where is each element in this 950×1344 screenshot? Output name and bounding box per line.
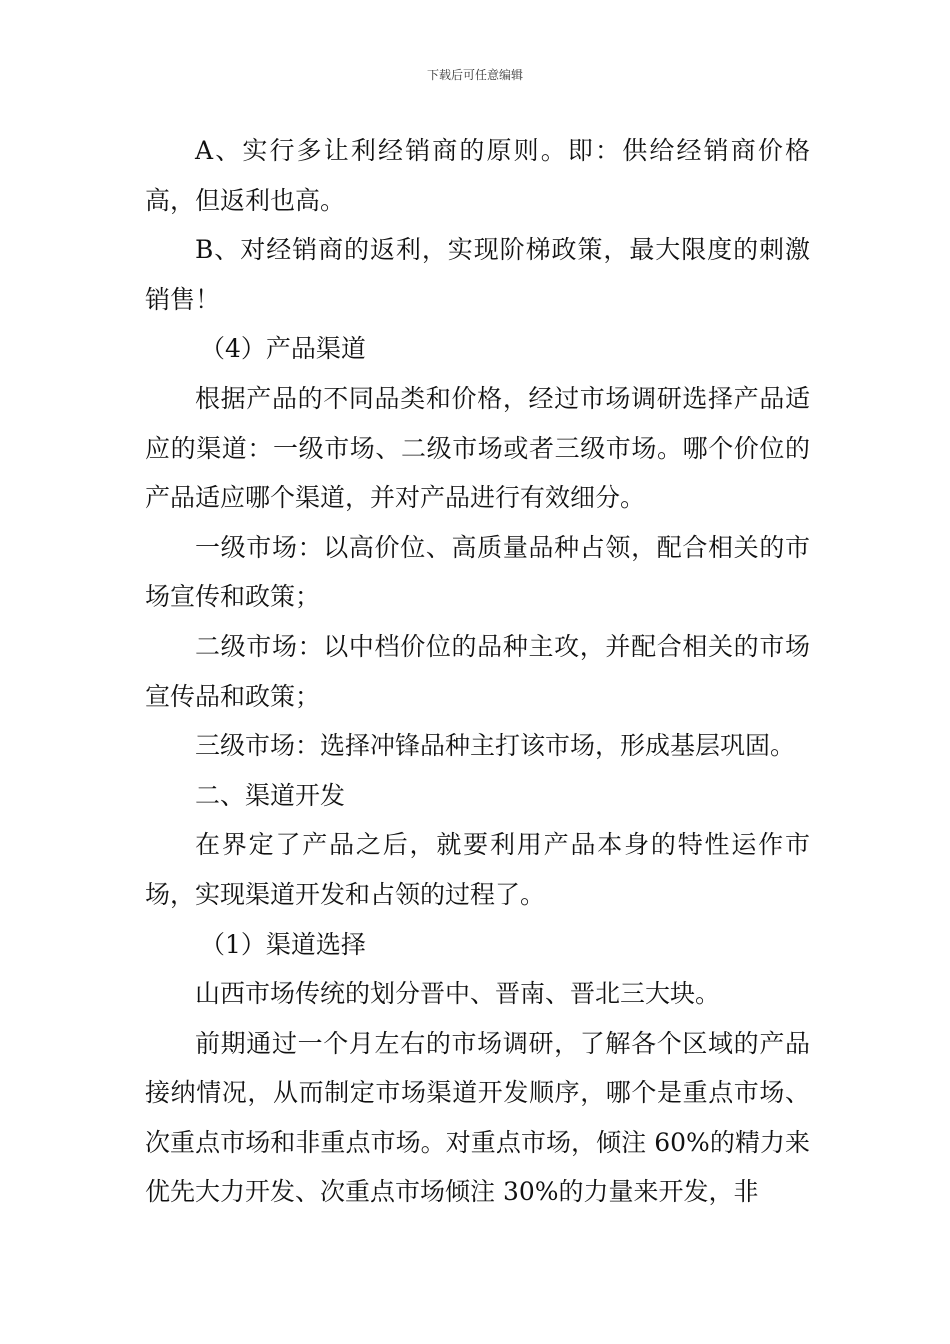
- paragraph-tier3-market: 三级市场：选择冲锋品种主打该市场，形成基层巩固。: [195, 731, 796, 761]
- paragraph-tier1-market: 一级市场：以高价位、高质量品种占领，配合相关的市场宣传和政策；: [145, 532, 810, 612]
- paragraph-market-research-plan: 前期通过一个月左右的市场调研，了解各个区域的产品接纳情况，从而制定市场渠道开发顺序，哪个是重点市场、次重点市场和非重点市场。对重点市场，倾注 60%的精力来优先大力开发、次重点市场倾注 30%的力量来开发，非: [145, 1028, 810, 1207]
- document-body: [145, 126, 810, 1217]
- heading-channel-development: 二、渠道开发: [195, 780, 346, 810]
- heading-product-channel: （4）产品渠道: [200, 334, 366, 364]
- heading-channel-choice: （1）渠道选择: [200, 929, 366, 959]
- paragraph-tiered-rebate: B、对经销商的返利，实现阶梯政策，最大限度的刺激销售！: [145, 235, 810, 314]
- page-header-note: 下载后可任意编辑: [426, 68, 523, 82]
- paragraph-channel-selection-by-price: 根据产品的不同品类和价格，经过市场调研选择产品适应的渠道：一级市场、二级市场或者三级市场。哪个价位的产品适应哪个渠道，并对产品进行有效细分。: [145, 383, 810, 513]
- paragraph-channel-development-intro: 在界定了产品之后，就要利用产品本身的特性运作市场，实现渠道开发和占领的过程了。: [145, 830, 810, 909]
- paragraph-rebate-principle: A、实行多让利经销商的原则。即：供给经销商价格高，但返利也高。: [145, 136, 810, 215]
- paragraph-shanxi-regions: 山西市场传统的划分晋中、晋南、晋北三大块。: [195, 979, 721, 1009]
- paragraph-tier2-market: 二级市场：以中档价位的品种主攻，并配合相关的市场宣传品和政策；: [145, 631, 810, 711]
